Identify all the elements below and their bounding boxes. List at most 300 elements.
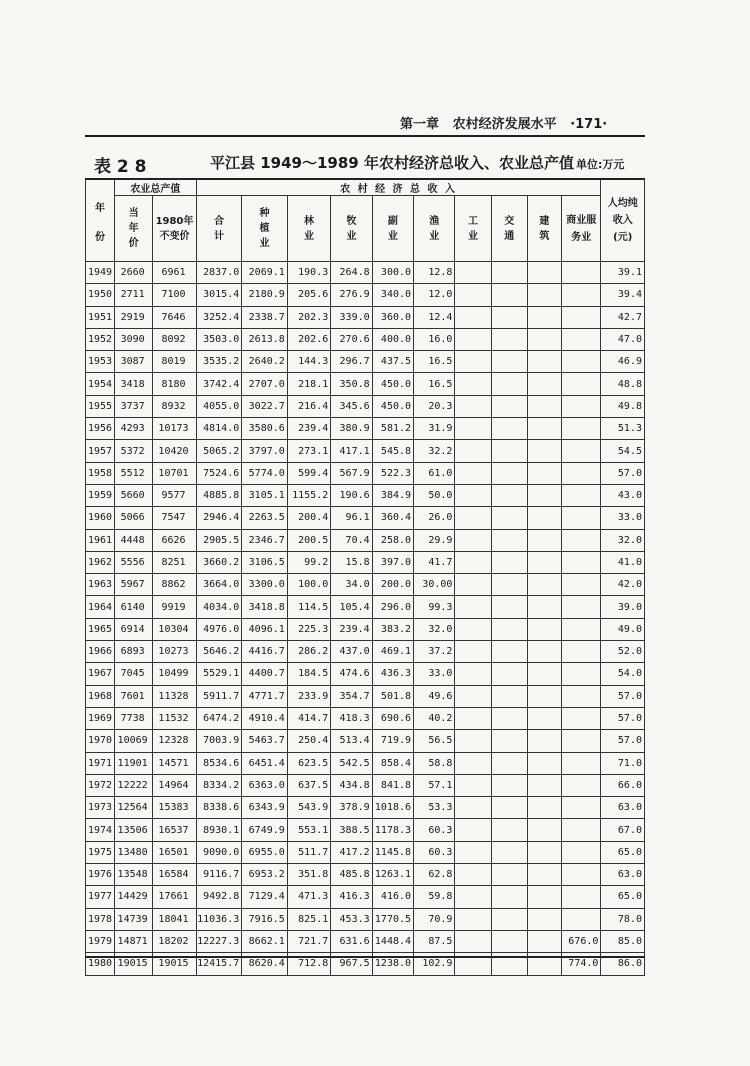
value-cell — [491, 328, 527, 350]
value-cell — [527, 395, 561, 417]
table-row — [86, 262, 645, 284]
value-cell — [455, 395, 491, 417]
value-cell: 286.2 — [287, 641, 330, 663]
value-cell: 637.5 — [287, 774, 330, 796]
value-cell: 59.8 — [414, 886, 455, 908]
value-cell: 340.0 — [372, 284, 413, 306]
value-cell: 16.0 — [414, 328, 455, 350]
value-cell: 3503.0 — [196, 328, 242, 350]
value-cell: 360.0 — [372, 306, 413, 328]
value-cell: 397.0 — [372, 551, 413, 573]
value-cell: 6914 — [114, 618, 152, 640]
value-cell: 276.9 — [331, 284, 372, 306]
value-cell: 85.0 — [601, 930, 645, 952]
value-cell — [455, 841, 491, 863]
value-cell — [455, 351, 491, 373]
value-cell: 6626 — [153, 529, 196, 551]
value-cell — [491, 507, 527, 529]
value-cell: 4416.7 — [242, 641, 288, 663]
value-cell: 474.6 — [331, 663, 372, 685]
value-cell — [455, 908, 491, 930]
value-cell: 7129.4 — [242, 886, 288, 908]
value-cell — [491, 262, 527, 284]
value-cell: 774.0 — [562, 953, 601, 975]
value-cell: 4771.7 — [242, 685, 288, 707]
table-row — [86, 551, 645, 573]
value-cell: 967.5 — [331, 953, 372, 975]
value-cell: 384.9 — [372, 484, 413, 506]
value-cell: 6961 — [153, 262, 196, 284]
value-cell: 19015 — [114, 953, 152, 975]
value-cell — [527, 730, 561, 752]
animal-label: 牧业 — [346, 215, 357, 242]
value-cell: 16537 — [153, 819, 196, 841]
value-cell — [527, 930, 561, 952]
year-cell: 1973 — [86, 797, 115, 819]
value-cell: 42.7 — [601, 306, 645, 328]
value-cell: 5066 — [114, 507, 152, 529]
construction-header — [527, 196, 561, 262]
value-cell: 1178.3 — [372, 819, 413, 841]
forestry-label: 林业 — [304, 215, 315, 242]
value-cell: 6749.9 — [242, 819, 288, 841]
value-cell: 58.8 — [414, 752, 455, 774]
value-cell: 3015.4 — [196, 284, 242, 306]
value-cell: 354.7 — [331, 685, 372, 707]
value-cell: 15383 — [153, 797, 196, 819]
value-cell: 32.2 — [414, 440, 455, 462]
value-cell: 5512 — [114, 462, 152, 484]
value-cell: 30.00 — [414, 574, 455, 596]
value-cell: 4976.0 — [196, 618, 242, 640]
value-cell: 3737 — [114, 395, 152, 417]
table-body — [86, 262, 645, 976]
value-cell: 225.3 — [287, 618, 330, 640]
value-cell: 7045 — [114, 663, 152, 685]
unit-label: 单位:万元 — [576, 158, 625, 171]
value-cell: 12.8 — [414, 262, 455, 284]
value-cell — [562, 351, 601, 373]
value-cell: 12415.7 — [196, 953, 242, 975]
value-cell: 99.2 — [287, 551, 330, 573]
table-row — [86, 440, 645, 462]
value-cell — [562, 328, 601, 350]
value-cell: 400.0 — [372, 328, 413, 350]
year-cell: 1951 — [86, 306, 115, 328]
value-cell — [527, 641, 561, 663]
value-cell — [491, 351, 527, 373]
value-cell — [562, 529, 601, 551]
value-cell: 66.0 — [601, 774, 645, 796]
value-cell: 2263.5 — [242, 507, 288, 529]
value-cell — [491, 641, 527, 663]
value-cell — [491, 685, 527, 707]
value-cell: 96.1 — [331, 507, 372, 529]
value-cell: 599.4 — [287, 462, 330, 484]
value-cell: 4910.4 — [242, 707, 288, 729]
value-cell: 2837.0 — [196, 262, 242, 284]
value-cell — [562, 841, 601, 863]
value-cell: 8930.1 — [196, 819, 242, 841]
value-cell — [562, 752, 601, 774]
value-cell: 258.0 — [372, 529, 413, 551]
value-cell: 26.0 — [414, 507, 455, 529]
value-cell: 5774.0 — [242, 462, 288, 484]
value-cell: 57.0 — [601, 462, 645, 484]
value-cell — [562, 462, 601, 484]
value-cell: 300.0 — [372, 262, 413, 284]
value-cell: 3105.1 — [242, 484, 288, 506]
value-cell: 7100 — [153, 284, 196, 306]
value-cell: 239.4 — [331, 618, 372, 640]
value-cell: 5463.7 — [242, 730, 288, 752]
value-cell — [491, 663, 527, 685]
value-cell: 41.7 — [414, 551, 455, 573]
value-cell: 437.5 — [372, 351, 413, 373]
value-cell: 3664.0 — [196, 574, 242, 596]
value-cell: 31.9 — [414, 418, 455, 440]
planting-header — [242, 196, 288, 262]
year-cell: 1975 — [86, 841, 115, 863]
year-cell: 1969 — [86, 707, 115, 729]
table-number: 表 2 8 — [94, 157, 147, 177]
value-cell: 436.3 — [372, 663, 413, 685]
value-cell: 501.8 — [372, 685, 413, 707]
value-cell — [562, 908, 601, 930]
construction-label: 建筑 — [539, 215, 550, 242]
value-cell — [455, 819, 491, 841]
year-cell: 1978 — [86, 908, 115, 930]
value-cell: 5660 — [114, 484, 152, 506]
value-cell: 57.0 — [601, 730, 645, 752]
value-cell — [562, 730, 601, 752]
value-cell: 37.2 — [414, 641, 455, 663]
value-cell — [527, 551, 561, 573]
value-cell: 511.7 — [287, 841, 330, 863]
year-cell: 1972 — [86, 774, 115, 796]
value-cell: 200.0 — [372, 574, 413, 596]
year-cell: 1952 — [86, 328, 115, 350]
value-cell — [491, 707, 527, 729]
sideline-label: 副业 — [387, 215, 398, 242]
value-cell: 2660 — [114, 262, 152, 284]
table-row — [86, 864, 645, 886]
value-cell: 453.3 — [331, 908, 372, 930]
value-cell — [491, 841, 527, 863]
value-cell: 12227.3 — [196, 930, 242, 952]
value-cell — [527, 886, 561, 908]
value-cell: 4055.0 — [196, 395, 242, 417]
running-head — [400, 113, 640, 132]
ag-output-header: 农业总产值 — [114, 179, 196, 196]
value-cell: 57.1 — [414, 774, 455, 796]
value-cell — [455, 864, 491, 886]
value-cell: 3742.4 — [196, 373, 242, 395]
value-cell: 14571 — [153, 752, 196, 774]
table-row — [86, 328, 645, 350]
value-cell — [527, 351, 561, 373]
value-cell — [527, 306, 561, 328]
value-cell: 13480 — [114, 841, 152, 863]
value-cell — [562, 574, 601, 596]
value-cell: 42.0 — [601, 574, 645, 596]
value-cell: 2905.5 — [196, 529, 242, 551]
value-cell: 858.4 — [372, 752, 413, 774]
value-cell — [562, 797, 601, 819]
table-row — [86, 685, 645, 707]
value-cell — [527, 484, 561, 506]
value-cell — [491, 886, 527, 908]
table-row — [86, 618, 645, 640]
value-cell: 545.8 — [372, 440, 413, 462]
value-cell: 71.0 — [601, 752, 645, 774]
value-cell — [491, 574, 527, 596]
value-cell: 2338.7 — [242, 306, 288, 328]
value-cell — [562, 774, 601, 796]
value-cell: 631.6 — [331, 930, 372, 952]
table-row — [86, 752, 645, 774]
value-cell — [491, 373, 527, 395]
value-cell: 3580.6 — [242, 418, 288, 440]
value-cell — [527, 752, 561, 774]
value-cell — [562, 864, 601, 886]
value-cell — [562, 641, 601, 663]
chapter-label: 第一章 — [400, 117, 440, 132]
table-row — [86, 730, 645, 752]
section-label: 农村经济发展水平 — [452, 117, 557, 132]
value-cell — [562, 484, 601, 506]
value-cell: 53.3 — [414, 797, 455, 819]
table-row — [86, 507, 645, 529]
year-header-bottom: 份 — [94, 231, 105, 243]
value-cell — [562, 551, 601, 573]
value-cell — [455, 462, 491, 484]
value-cell: 9919 — [153, 596, 196, 618]
value-cell — [527, 418, 561, 440]
value-cell: 2613.8 — [242, 328, 288, 350]
value-cell — [455, 685, 491, 707]
value-cell — [527, 440, 561, 462]
value-cell — [455, 752, 491, 774]
value-cell — [455, 641, 491, 663]
value-cell — [527, 574, 561, 596]
value-cell: 12.4 — [414, 306, 455, 328]
value-cell: 12.0 — [414, 284, 455, 306]
value-cell: 62.8 — [414, 864, 455, 886]
value-cell: 567.9 — [331, 462, 372, 484]
value-cell — [491, 730, 527, 752]
value-cell: 676.0 — [562, 930, 601, 952]
value-cell: 9577 — [153, 484, 196, 506]
value-cell: 16584 — [153, 864, 196, 886]
value-cell: 8092 — [153, 328, 196, 350]
value-cell: 6343.9 — [242, 797, 288, 819]
value-cell — [491, 819, 527, 841]
value-cell: 543.9 — [287, 797, 330, 819]
value-cell: 11532 — [153, 707, 196, 729]
table-row — [86, 774, 645, 796]
value-cell: 20.3 — [414, 395, 455, 417]
year-cell: 1960 — [86, 507, 115, 529]
value-cell: 100.0 — [287, 574, 330, 596]
value-cell — [527, 685, 561, 707]
year-cell: 1963 — [86, 574, 115, 596]
value-cell: 40.2 — [414, 707, 455, 729]
value-cell: 450.0 — [372, 373, 413, 395]
year-cell: 1955 — [86, 395, 115, 417]
value-cell: 1448.4 — [372, 930, 413, 952]
value-cell: 56.5 — [414, 730, 455, 752]
value-cell — [491, 864, 527, 886]
value-cell: 46.9 — [601, 351, 645, 373]
value-cell: 65.0 — [601, 886, 645, 908]
value-cell: 5372 — [114, 440, 152, 462]
value-cell: 34.0 — [331, 574, 372, 596]
value-cell: 51.3 — [601, 418, 645, 440]
commerce-header — [562, 196, 601, 262]
year-cell: 1980 — [86, 953, 115, 975]
value-cell: 14739 — [114, 908, 152, 930]
value-cell: 16501 — [153, 841, 196, 863]
value-cell: 200.5 — [287, 529, 330, 551]
value-cell: 49.8 — [601, 395, 645, 417]
table-row — [86, 418, 645, 440]
value-cell: 11901 — [114, 752, 152, 774]
value-cell: 10420 — [153, 440, 196, 462]
value-cell: 469.1 — [372, 641, 413, 663]
value-cell: 4448 — [114, 529, 152, 551]
value-cell: 2640.2 — [242, 351, 288, 373]
value-cell — [527, 262, 561, 284]
value-cell: 10273 — [153, 641, 196, 663]
value-cell: 6363.0 — [242, 774, 288, 796]
value-cell: 190.6 — [331, 484, 372, 506]
table-row — [86, 596, 645, 618]
year-cell: 1971 — [86, 752, 115, 774]
value-cell: 202.3 — [287, 306, 330, 328]
value-cell: 434.8 — [331, 774, 372, 796]
table-row — [86, 351, 645, 373]
value-cell — [455, 373, 491, 395]
value-cell: 542.5 — [331, 752, 372, 774]
value-cell: 239.4 — [287, 418, 330, 440]
value-cell: 7601 — [114, 685, 152, 707]
value-cell — [491, 930, 527, 952]
table-row — [86, 306, 645, 328]
year-cell: 1964 — [86, 596, 115, 618]
value-cell: 270.6 — [331, 328, 372, 350]
data-table — [85, 178, 645, 976]
value-cell: 712.8 — [287, 953, 330, 975]
value-cell: 721.7 — [287, 930, 330, 952]
value-cell: 7524.6 — [196, 462, 242, 484]
value-cell — [527, 663, 561, 685]
constant-price-header — [153, 196, 196, 262]
sideline-header — [372, 196, 413, 262]
value-cell: 2707.0 — [242, 373, 288, 395]
value-cell: 10173 — [153, 418, 196, 440]
value-cell — [455, 551, 491, 573]
total-header — [196, 196, 242, 262]
value-cell: 60.3 — [414, 841, 455, 863]
value-cell — [562, 685, 601, 707]
value-cell: 416.3 — [331, 886, 372, 908]
value-cell: 4096.1 — [242, 618, 288, 640]
value-cell — [562, 418, 601, 440]
value-cell: 19015 — [153, 953, 196, 975]
value-cell: 1238.0 — [372, 953, 413, 975]
value-cell: 57.0 — [601, 685, 645, 707]
value-cell: 6474.2 — [196, 707, 242, 729]
value-cell: 3418 — [114, 373, 152, 395]
per-capita-label: 人均纯收入(元) — [607, 198, 638, 243]
value-cell — [562, 819, 601, 841]
table-row — [86, 886, 645, 908]
value-cell: 825.1 — [287, 908, 330, 930]
value-cell: 3418.8 — [242, 596, 288, 618]
value-cell: 10304 — [153, 618, 196, 640]
value-cell: 50.0 — [414, 484, 455, 506]
value-cell — [491, 462, 527, 484]
year-cell: 1956 — [86, 418, 115, 440]
value-cell: 10499 — [153, 663, 196, 685]
value-cell: 6955.0 — [242, 841, 288, 863]
value-cell — [527, 284, 561, 306]
year-cell: 1950 — [86, 284, 115, 306]
fishery-header — [414, 196, 455, 262]
value-cell: 67.0 — [601, 819, 645, 841]
year-header — [86, 179, 115, 262]
table-row — [86, 707, 645, 729]
value-cell: 8534.6 — [196, 752, 242, 774]
value-cell: 8251 — [153, 551, 196, 573]
value-cell — [527, 596, 561, 618]
forestry-header — [287, 196, 330, 262]
year-cell: 1957 — [86, 440, 115, 462]
year-cell: 1949 — [86, 262, 115, 284]
value-cell: 54.5 — [601, 440, 645, 462]
value-cell: 513.4 — [331, 730, 372, 752]
value-cell: 485.8 — [331, 864, 372, 886]
value-cell: 719.9 — [372, 730, 413, 752]
value-cell: 273.1 — [287, 440, 330, 462]
commerce-label: 商业服务业 — [566, 214, 597, 243]
value-cell: 690.6 — [372, 707, 413, 729]
value-cell: 6140 — [114, 596, 152, 618]
value-cell: 10069 — [114, 730, 152, 752]
value-cell — [455, 707, 491, 729]
value-cell: 345.6 — [331, 395, 372, 417]
page-number: ·171· — [570, 117, 608, 132]
value-cell: 15.8 — [331, 551, 372, 573]
value-cell — [527, 373, 561, 395]
table-row — [86, 574, 645, 596]
table-row — [86, 484, 645, 506]
table-row — [86, 373, 645, 395]
value-cell: 12222 — [114, 774, 152, 796]
value-cell: 388.5 — [331, 819, 372, 841]
year-cell: 1967 — [86, 663, 115, 685]
value-cell — [455, 328, 491, 350]
value-cell: 380.9 — [331, 418, 372, 440]
value-cell: 105.4 — [331, 596, 372, 618]
value-cell: 2069.1 — [242, 262, 288, 284]
year-cell: 1965 — [86, 618, 115, 640]
value-cell — [455, 284, 491, 306]
value-cell — [455, 663, 491, 685]
value-cell: 114.5 — [287, 596, 330, 618]
year-cell: 1979 — [86, 930, 115, 952]
